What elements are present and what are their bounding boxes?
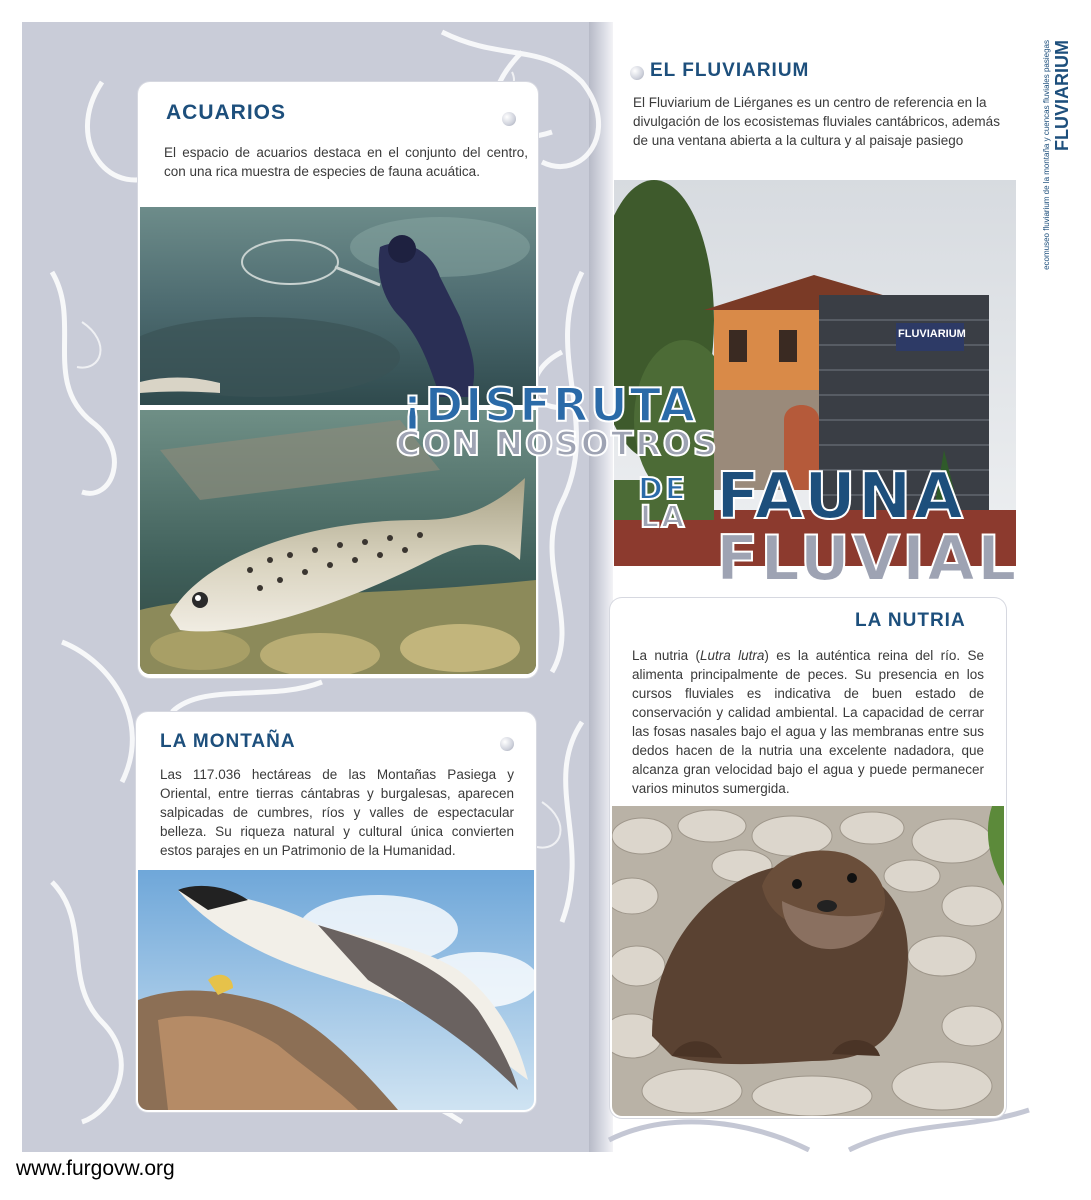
vulture-photo xyxy=(138,870,534,1110)
vertical-spine-title: FLUVIARIUM xyxy=(1052,40,1072,151)
vertical-spine xyxy=(1040,40,1070,300)
montana-text: Las 117.036 hectáreas de las Montañas Pasiega y Oriental, entre tierras cántabras y burgalesas, aparecen salpicadas de cumbres, ríos y valles de espectacular belleza. Su riqueza natural y cultural única convierten estos parajes en un Patrimonio de la Humanidad. xyxy=(160,767,514,858)
nutria-heading: LA NUTRIA xyxy=(855,610,966,631)
punch-hole-icon xyxy=(630,66,644,80)
nutria-text-after: ) es la auténtica reina del río. Se alimenta principalmente de peces. Su presencia en los cursos fluviales es indicativa de buen estado de conservación y calidad ambiental. La capacidad de cerrar las fosas nasales bajo el agua y las membranas entre sus dedos hacen de la nutria una excelente nadadora, que alcanza gran velocidad bajo el agua y puede permanecer varios minutos sumergida. xyxy=(632,648,984,796)
acuarios-text: El espacio de acuarios destaca en el conjunto del centro, con una rica muestra de especies de fauna acuática. xyxy=(164,145,528,179)
acuarios-heading: ACUARIOS xyxy=(166,101,287,124)
slogan-line2: CON NOSOTROS xyxy=(396,424,719,463)
montana-heading: LA MONTAÑA xyxy=(160,731,296,752)
website-watermark: www.furgovw.org xyxy=(16,1157,175,1180)
fluviarium-heading: EL FLUVIARIUM xyxy=(650,60,810,81)
slogan-line4: FAUNA xyxy=(716,460,965,534)
slogan-line5: FLUVIAL xyxy=(716,522,1019,595)
punch-hole-icon xyxy=(500,737,514,751)
vertical-spine-text: ecomuseo fluviarium de la montaña y cuencas fluviales pasiegas xyxy=(1042,40,1051,270)
nutria-text-species: Lutra lutra xyxy=(700,648,765,663)
slogan-line1: ¡DISFRUTA xyxy=(402,378,698,432)
nutria-text-before: La nutria ( xyxy=(632,648,700,663)
slogan-line5-clip xyxy=(716,522,1056,602)
otter-photo xyxy=(612,806,1004,1116)
punch-hole-icon xyxy=(502,112,516,126)
slogan-line3b: LA xyxy=(640,500,687,535)
nutria-text xyxy=(632,646,984,798)
fluviarium-sign: FLUVIARIUM xyxy=(898,328,966,340)
diver-aquarium-photo xyxy=(140,207,536,405)
slogan-line3a: DE xyxy=(638,472,688,507)
fluviarium-text: El Fluviarium de Liérganes es un centro de referencia en la divulgación de los ecosistemas fluviales cantábricos, además de una ventana abierta a la cultura y al paisaje pasiego xyxy=(633,95,1000,148)
